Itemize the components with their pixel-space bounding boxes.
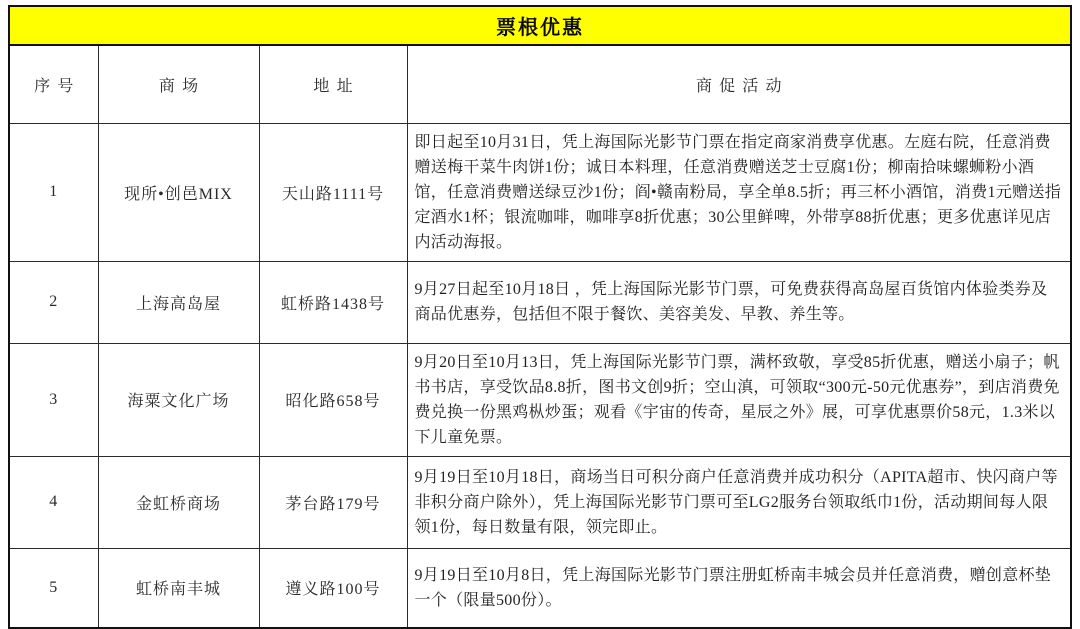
cell-index: 5 <box>9 548 98 628</box>
cell-address: 虹桥路1438号 <box>259 261 407 343</box>
cell-index: 1 <box>9 123 98 261</box>
col-header-index: 序号 <box>9 45 98 123</box>
cell-index: 2 <box>9 261 98 343</box>
col-header-promo: 商促活动 <box>407 45 1071 123</box>
cell-index: 4 <box>9 456 98 548</box>
cell-mall: 金虹桥商场 <box>98 456 259 548</box>
col-header-mall: 商场 <box>98 45 259 123</box>
page-title: 票根优惠 <box>496 17 584 39</box>
table-row <box>9 343 1071 456</box>
cell-address: 天山路1111号 <box>259 123 407 261</box>
cell-promo: 9月27日起至10月18日 ，凭上海国际光影节门票，可免费获得高岛屋百货馆内体验类券及商品优惠券，包括但不限于餐饮、美容美发、早教、养生等。 <box>407 261 1071 343</box>
cell-mall: 虹桥南丰城 <box>98 548 259 628</box>
table-header-row <box>9 45 1071 123</box>
cell-promo: 9月19日至10月8日，凭上海国际光影节门票注册虹桥南丰城会员并任意消费，赠创意杯垫一个（限量500份）。 <box>407 548 1071 628</box>
table-row <box>9 123 1071 261</box>
col-header-address: 地址 <box>259 45 407 123</box>
promo-table <box>8 44 1072 629</box>
cell-index: 3 <box>9 343 98 456</box>
cell-address: 昭化路658号 <box>259 343 407 456</box>
cell-promo: 9月20日至10月13日，凭上海国际光影节门票，满杯致敬，享受85折优惠，赠送小扇子；帆书书店，享受饮品8.8折，图书文创9折；空山滇，可领取“300元-50元优惠券”，到店消费免费兑换一份黑鸡枞炒蛋；观看《宇宙的传奇，星辰之外》展，可享优惠票价58元，1.3米以下儿童免票。 <box>407 343 1071 456</box>
table-row <box>9 548 1071 628</box>
table-row <box>9 456 1071 548</box>
cell-mall: 现所•创邑MIX <box>98 123 259 261</box>
table-title-bar <box>8 5 1072 46</box>
cell-promo: 即日起至10月31日，凭上海国际光影节门票在指定商家消费享优惠。左庭右院，任意消费赠送梅干菜牛肉饼1份；诚日本料理，任意消费赠送芝士豆腐1份；柳南拾味螺蛳粉小酒馆，任意消费赠送绿豆沙1份；阎•赣南粉局，享全单8.5折；再三杯小酒馆，消费1元赠送指定酒水1杯；银流咖啡，咖啡享8折优惠；30公里鲜啤，外带享88折优惠；更多优惠详见店内活动海报。 <box>407 123 1071 261</box>
table-row <box>9 261 1071 343</box>
cell-promo: 9月19日至10月18日，商场当日可积分商户任意消费并成功积分（APITA超市、快闪商户等非积分商户除外），凭上海国际光影节门票可至LG2服务台领取纸巾1份，活动期间每人限领1份，每日数量有限，领完即止。 <box>407 456 1071 548</box>
cell-mall: 上海高岛屋 <box>98 261 259 343</box>
cell-address: 茅台路179号 <box>259 456 407 548</box>
cell-address: 遵义路100号 <box>259 548 407 628</box>
cell-mall: 海粟文化广场 <box>98 343 259 456</box>
